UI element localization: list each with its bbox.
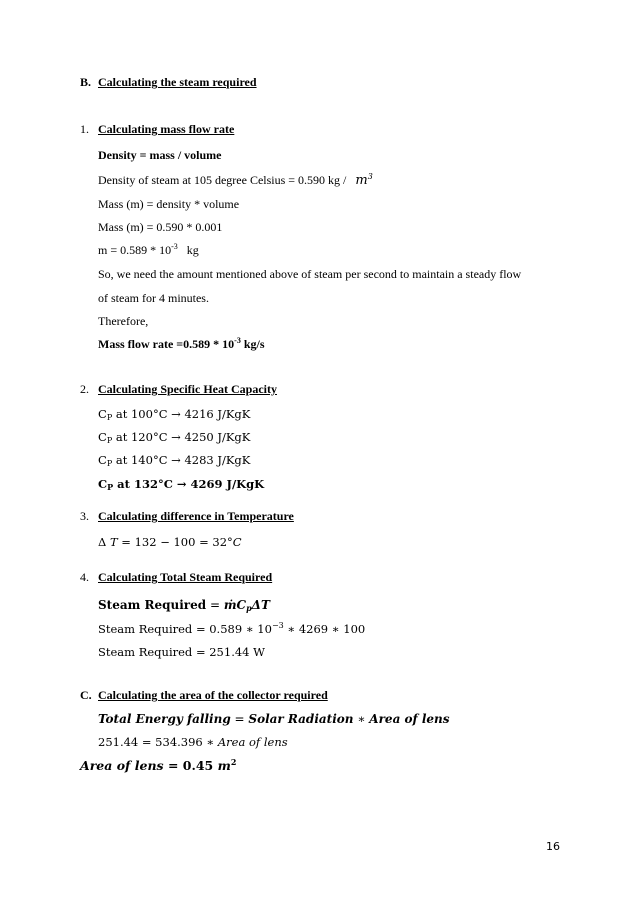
cp-sub: P: [107, 482, 114, 492]
mass-result: [98, 243, 199, 258]
total-energy-falling: Total Energy falling: [98, 712, 231, 726]
cp-text: at 132°C → 4269 J/KgK: [113, 477, 265, 491]
solar-radiation: Solar Radiation: [248, 712, 354, 726]
item-1-marker: 1.: [80, 122, 89, 136]
cp-c: C: [98, 407, 107, 421]
energy-times: ∗: [353, 712, 370, 726]
mass-flow-rate: [98, 337, 265, 352]
item-4-marker: 4.: [80, 570, 89, 584]
area-result-variable: Area of lens: [80, 758, 164, 773]
mass-flow-rate-pre: Mass flow rate =0.589 * 10: [98, 337, 235, 351]
item-4-title: Calculating Total Steam Required: [98, 570, 273, 584]
cp-row-result: [98, 477, 264, 491]
mdot-symbol: ṁ: [223, 598, 237, 612]
mass-calculation: Mass (m) = 0.590 * 0.001: [98, 220, 223, 234]
steam-calc-pre: Steam Required = 0.589 ∗ 10: [98, 622, 272, 636]
density-formula: Density = mass / volume: [98, 148, 222, 162]
item-3-marker: 3.: [80, 509, 89, 523]
steam-required-result: Steam Required = 251.44 W: [98, 645, 265, 659]
density-unit-m: m: [355, 173, 368, 188]
item-2-marker: 2.: [80, 382, 89, 396]
page-number: 16: [546, 840, 560, 853]
area-result: [80, 758, 236, 773]
area-calculation: [98, 735, 288, 749]
cp-c: C: [98, 430, 107, 444]
mass-result-unit: kg: [186, 243, 199, 257]
cp-sub: P: [106, 413, 113, 422]
cp-c: C: [98, 453, 107, 467]
area-result-exp: 2: [230, 757, 237, 767]
mass-flow-rate-exp: -3: [234, 336, 241, 345]
area-calc-variable: Area of lens: [217, 735, 288, 749]
equals-sign: =: [206, 598, 224, 612]
item-2-title: Calculating Specific Heat Capacity: [98, 382, 277, 396]
explanation-line-2: of steam for 4 minutes.: [98, 291, 209, 305]
cp-c: C: [98, 477, 108, 491]
steam-calc-exp: −3: [271, 621, 284, 630]
steam-required-lhs: Steam Required: [98, 598, 207, 612]
energy-equals: =: [230, 712, 249, 726]
steam-required-formula: [98, 598, 270, 612]
cp-sub: P: [106, 459, 113, 468]
section-b-marker: B.: [80, 75, 92, 89]
steam-calc-post: ∗ 4269 ∗ 100: [283, 622, 366, 636]
area-of-lens-term: Area of lens: [369, 712, 450, 726]
cp-symbol: C: [236, 598, 247, 612]
cp-row: [98, 430, 250, 444]
item-3-title: Calculating difference in Temperature: [98, 509, 294, 523]
energy-equation: [98, 712, 450, 726]
section-c-title: Calculating the area of the collector required: [98, 688, 328, 702]
density-unit-exp: 3: [367, 172, 373, 181]
section-c-marker: C.: [80, 688, 92, 702]
t-variable: T: [109, 535, 118, 549]
area-result-unit: m: [217, 758, 231, 773]
delta-symbol: Δ: [98, 535, 107, 549]
cp-text: at 140°C → 4283 J/KgK: [112, 453, 251, 467]
cp-text: at 100°C → 4216 J/KgK: [112, 407, 251, 421]
delta-t-symbol: ΔT: [251, 598, 270, 612]
mass-flow-rate-unit: kg/s: [243, 337, 265, 351]
mass-result-exp: -3: [171, 242, 178, 251]
cp-row: [98, 407, 250, 421]
cp-row: [98, 453, 250, 467]
cp-subscript: p: [246, 603, 252, 613]
mass-result-pre: m = 0.589 * 10: [98, 243, 172, 257]
section-b-title: Calculating the steam required: [98, 75, 257, 89]
temperature-difference-equation: [98, 535, 242, 549]
density-line: [98, 173, 373, 188]
cp-text: at 120°C → 4250 J/KgK: [112, 430, 251, 444]
steam-required-calculation: [98, 622, 365, 636]
density-unit: [355, 173, 372, 188]
cp-sub: P: [106, 436, 113, 445]
area-result-value: = 0.45: [163, 758, 218, 773]
explanation-line-1: So, we need the amount mentioned above of steam per second to maintain a steady flow: [98, 267, 522, 281]
item-1-title: Calculating mass flow rate: [98, 122, 235, 136]
celsius-c: C: [232, 535, 242, 549]
area-calc-values: 251.44 = 534.396 ∗: [98, 735, 218, 749]
mass-equation: Mass (m) = density * volume: [98, 197, 240, 211]
density-line-text: Density of steam at 105 degree Celsius = 0.590 kg /: [98, 173, 347, 187]
therefore-text: Therefore,: [98, 314, 149, 328]
temperature-values: = 132 − 100 = 32°: [117, 535, 233, 549]
